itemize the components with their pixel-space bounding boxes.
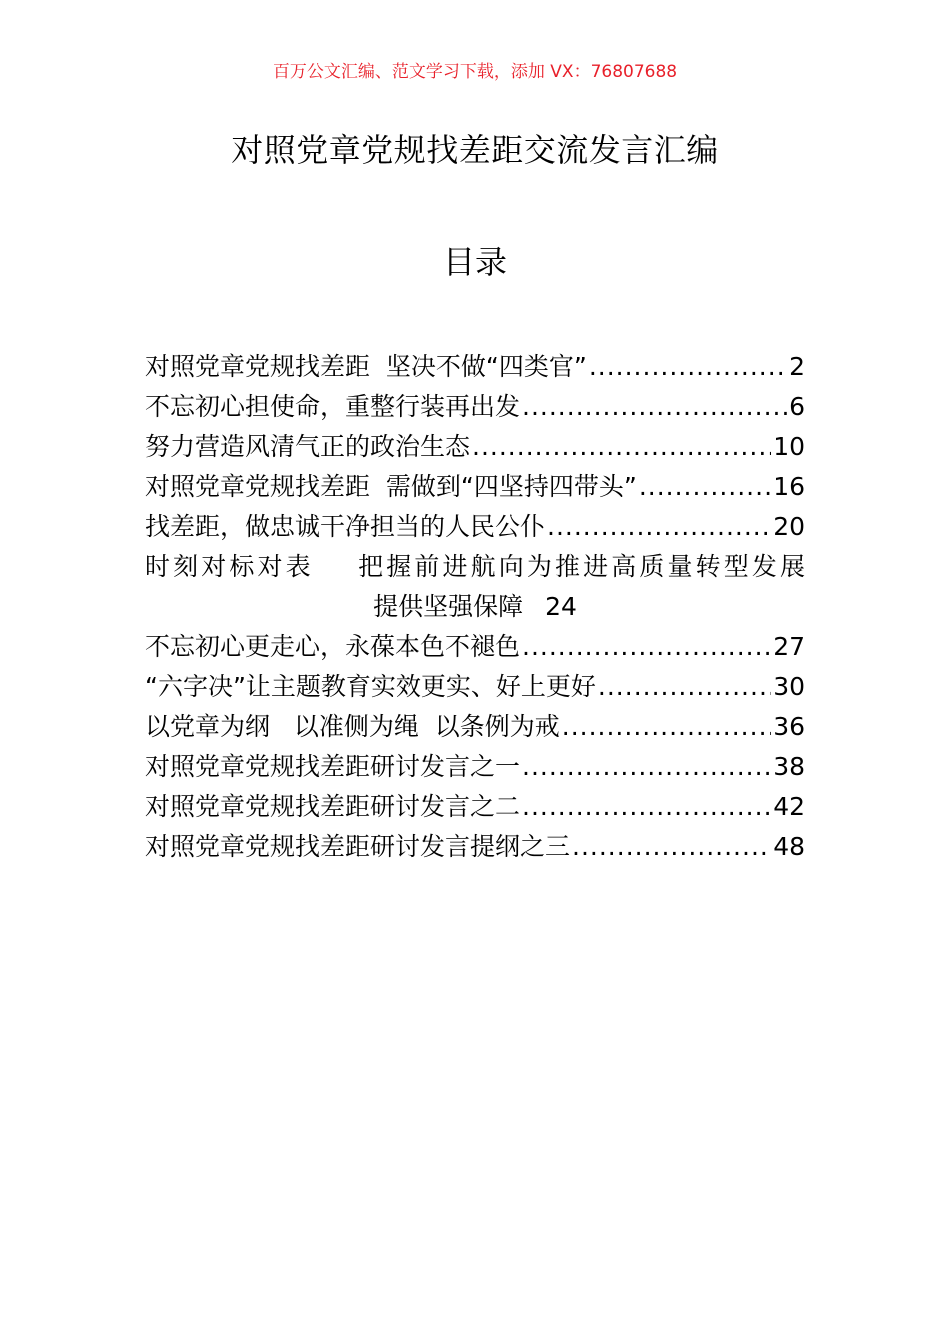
toc-leader-dots [598,667,771,707]
toc-entry-page: 27 [773,632,805,661]
toc-entry[interactable] [145,387,805,427]
toc-entry[interactable] [145,507,805,547]
toc-entry[interactable] [145,787,805,827]
toc-entry-wrapped[interactable] [145,547,805,627]
toc-entry-title: 对照党章党规找差距研讨发言提纲之三 [145,832,571,861]
toc-entry-title: 对照党章党规找差距 坚决不做“四类官” [145,352,587,381]
toc-entry[interactable] [145,427,805,467]
toc-entry-title: 对照党章党规找差距研讨发言之二 [145,792,521,821]
toc-entry[interactable] [145,467,805,507]
toc-entry-page: 42 [773,792,805,821]
toc-heading: 目录 [442,243,507,281]
document-title: 对照党章党规找差距交流发言汇编 [231,131,719,169]
toc-entry[interactable] [145,347,805,387]
toc-entry[interactable] [145,707,805,747]
toc-entry-page: 48 [773,832,805,861]
toc-leader-dots [639,467,771,507]
toc-entry-title: 对照党章党规找差距 需做到“四坚持四带头” [145,472,637,501]
toc-entry-title: 找差距，做忠诚干净担当的人民公仆 [145,512,546,541]
toc-entry-page: 20 [773,512,805,541]
toc-entry-title: 不忘初心担使命，重整行装再出发 [145,392,521,421]
toc-entry-page: 6 [789,392,805,421]
toc-entry-title-line2: 提供坚强保障 [373,592,524,621]
toc-entry[interactable] [145,627,805,667]
toc-entry-page: 24 [545,592,577,621]
table-of-contents [145,347,805,867]
toc-leader-dots [522,787,771,827]
toc-entry-title-line1: 时刻对标对表 把握前进航向为推进高质量转型发展 [145,552,805,581]
toc-entry-title: 努力营造风清气正的政治生态 [145,432,471,461]
toc-leader-dots [522,747,771,787]
toc-leader-dots [522,627,771,667]
toc-entry[interactable] [145,667,805,707]
toc-leader-dots [472,427,771,467]
toc-entry[interactable] [145,747,805,787]
toc-entry-page: 10 [773,432,805,461]
toc-leader-dots [572,827,771,867]
toc-entry-page: 38 [773,752,805,781]
toc-entry[interactable] [145,827,805,867]
toc-entry-title-line2-wrap [145,587,805,627]
toc-entry-title: 不忘初心更走心，永葆本色不褪色 [145,632,521,661]
toc-entry-title: “六字决”让主题教育实效更实、好上更好 [145,672,596,701]
toc-entry-page: 36 [773,712,805,741]
toc-entry-title: 对照党章党规找差距研讨发言之一 [145,752,521,781]
toc-entry-page: 2 [789,352,805,381]
watermark-contact-note: 百万公文汇编、范文学习下载，添加 VX：76807688 [272,62,678,82]
toc-leader-dots [522,387,787,427]
toc-entry-page: 30 [773,672,805,701]
toc-entry-page: 16 [773,472,805,501]
toc-leader-dots [589,347,787,387]
toc-leader-dots [562,707,771,747]
toc-entry-title: 以党章为纲 以准侧为绳 以条例为戒 [145,712,560,741]
toc-leader-dots [547,507,771,547]
